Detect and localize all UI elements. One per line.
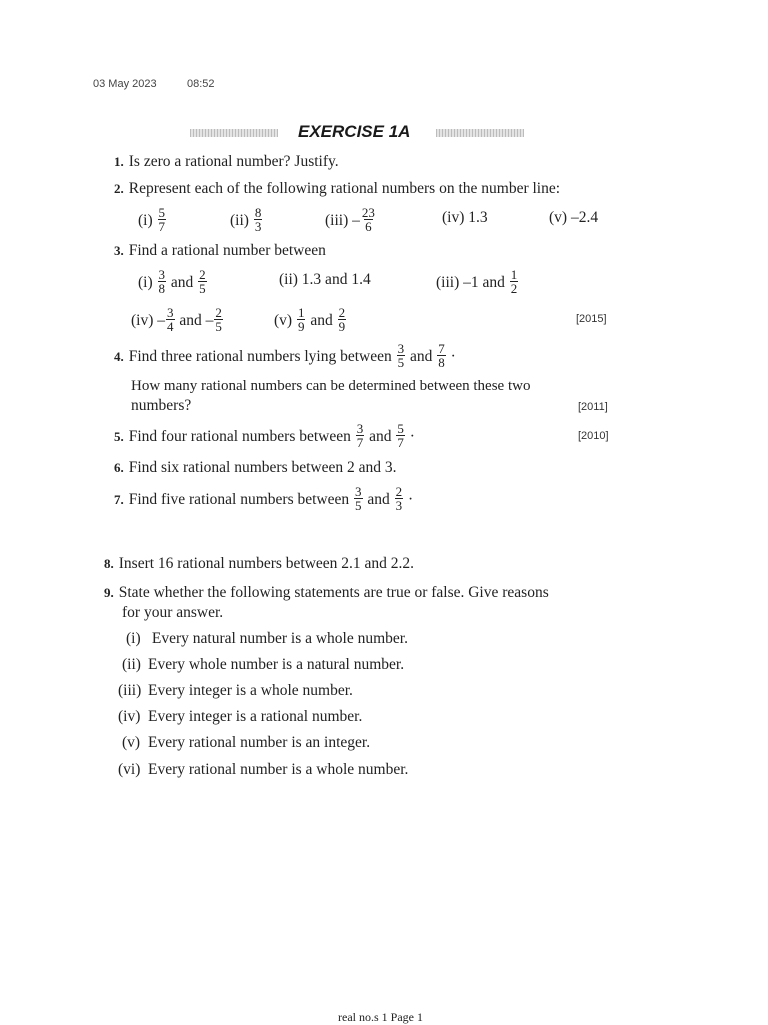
q2-part-ii [230,205,263,235]
fraction [254,206,263,233]
question-5 [114,421,415,451]
part-label: (iii) – [325,212,360,230]
numerator: 2 [338,305,346,320]
question-text: Find three rational numbers lying between [128,348,392,366]
question-number: 6. [114,460,124,475]
q9-line-2: for your answer. [122,604,224,621]
q3-part-v [274,305,347,335]
q4-line-3: numbers? [131,397,192,414]
question-1 [114,152,339,172]
header-date: 03 May 2023 [93,78,157,90]
part-label: (v) [274,312,293,330]
fraction [338,306,347,333]
question-text: Find six rational numbers between 2 and 3. [128,459,397,476]
question-number: 9. [104,585,114,600]
question-6 [114,458,397,478]
item-label: (v) [122,734,141,751]
q3-part-i [138,267,208,297]
q9-item [118,760,408,780]
denominator: 5 [215,319,222,334]
and-text: and [310,312,333,330]
header-time: 08:52 [187,78,215,90]
exercise-title: EXERCISE 1A [298,122,411,141]
title-left-bar [190,129,278,137]
part-label: (ii) [230,212,249,230]
q9-item [118,707,362,727]
and-text: and [410,348,433,366]
title-right-bar [436,129,524,137]
denominator: 9 [338,319,346,334]
question-text: Find four rational numbers between [128,428,351,446]
part-label: (iv) – [131,312,166,330]
question-3 [114,241,326,261]
question-text: Is zero a rational number? Justify. [128,153,339,170]
denominator: 5 [355,498,362,513]
numerator: 3 [167,305,174,320]
q2-part-iii [325,205,377,235]
question-number: 8. [104,556,114,571]
item-text: Every whole number is a natural number. [148,656,405,673]
numerator: 3 [158,267,166,282]
denominator: 8 [158,281,166,296]
question-number: 2. [114,181,124,196]
denominator: 3 [254,219,262,234]
fraction [158,206,167,233]
fraction [198,268,207,295]
dot: · [409,428,415,446]
fraction [397,342,406,369]
denominator: 9 [297,319,305,334]
part-label: (i) [138,274,153,292]
dot: · [408,491,414,509]
q3-part-iv [131,305,224,335]
denominator: 7 [158,219,166,234]
denominator: 5 [397,355,405,370]
question-number: 1. [114,154,124,169]
fraction [356,422,365,449]
fraction [437,342,446,369]
question-2 [114,179,560,199]
numerator: 5 [397,421,404,436]
numerator: 2 [199,267,206,282]
fraction [158,268,167,295]
and-text: and [170,274,194,292]
question-number: 7. [114,492,124,508]
numerator: 1 [510,267,518,282]
q2-part-i [138,205,167,235]
question-number: 3. [114,243,124,258]
fraction [396,422,405,449]
and-text: and [369,428,392,446]
year-tag: [2010] [578,430,609,442]
fraction [510,268,519,295]
question-9 [104,583,549,603]
numerator: 3 [355,484,362,499]
item-text: Every natural number is a whole number. [151,630,408,647]
numerator: 5 [158,205,166,220]
part-label: (i) [138,212,153,230]
q2-part-v: (v) –2.4 [549,209,599,226]
denominator: 5 [199,281,206,296]
question-4 [114,341,456,371]
year-tag: [2015] [576,313,607,325]
fraction [361,206,376,233]
fraction [395,485,404,512]
question-text: Represent each of the following rational numbers on the number line: [128,180,561,197]
item-label: (iv) [118,708,141,725]
numerator: 3 [356,421,364,436]
denominator: 3 [395,498,403,513]
q3-part-ii: (ii) 1.3 and 1.4 [279,271,371,288]
item-text: Every rational number is an integer. [148,734,371,751]
q9-item [122,733,370,753]
denominator: 7 [397,435,404,450]
q4-line-2: How many rational numbers can be determined between these two [131,378,531,394]
dot: · [450,348,456,366]
q9-item [126,629,408,649]
numerator: 7 [438,341,445,356]
numerator: 23 [361,205,375,220]
question-text: State whether the following statements are true or false. Give reasons [118,584,549,601]
q3-part-iii [436,267,519,297]
item-label: (iii) [118,682,142,699]
and-text: and [367,491,390,509]
numerator: 2 [215,305,222,320]
denominator: 6 [365,219,372,234]
exercise-title-row [190,122,525,144]
denominator: 4 [167,319,174,334]
question-text: Find a rational number between [128,242,326,259]
page-footer: real no.s 1 Page 1 [338,1010,423,1024]
fraction [354,485,363,512]
item-label: (ii) [122,656,141,673]
item-text: Every integer is a whole number. [148,682,353,699]
year-tag: [2011] [578,401,608,413]
denominator: 7 [356,435,364,450]
and-text: and – [179,312,214,330]
item-text: Every integer is a rational number. [148,708,363,725]
item-label: (vi) [118,761,141,778]
denominator: 2 [510,281,518,296]
item-label: (i) [126,630,141,647]
fraction [214,306,223,333]
question-7 [114,484,414,514]
denominator: 8 [438,355,445,370]
numerator: 8 [254,205,262,220]
part-label: (iii) –1 and [436,274,505,292]
q2-part-iv: (iv) 1.3 [442,209,488,226]
question-8 [104,554,414,574]
question-text: Find five rational numbers between [128,491,350,509]
numerator: 1 [297,305,305,320]
fraction [297,306,306,333]
item-text: Every rational number is a whole number. [148,761,409,778]
question-number: 4. [114,349,124,365]
fraction [166,306,175,333]
numerator: 2 [395,484,403,499]
q9-item [122,655,404,675]
numerator: 3 [397,341,405,356]
question-number: 5. [114,429,124,445]
q9-item [118,681,353,701]
question-text: Insert 16 rational numbers between 2.1 and 2.2. [118,555,415,572]
